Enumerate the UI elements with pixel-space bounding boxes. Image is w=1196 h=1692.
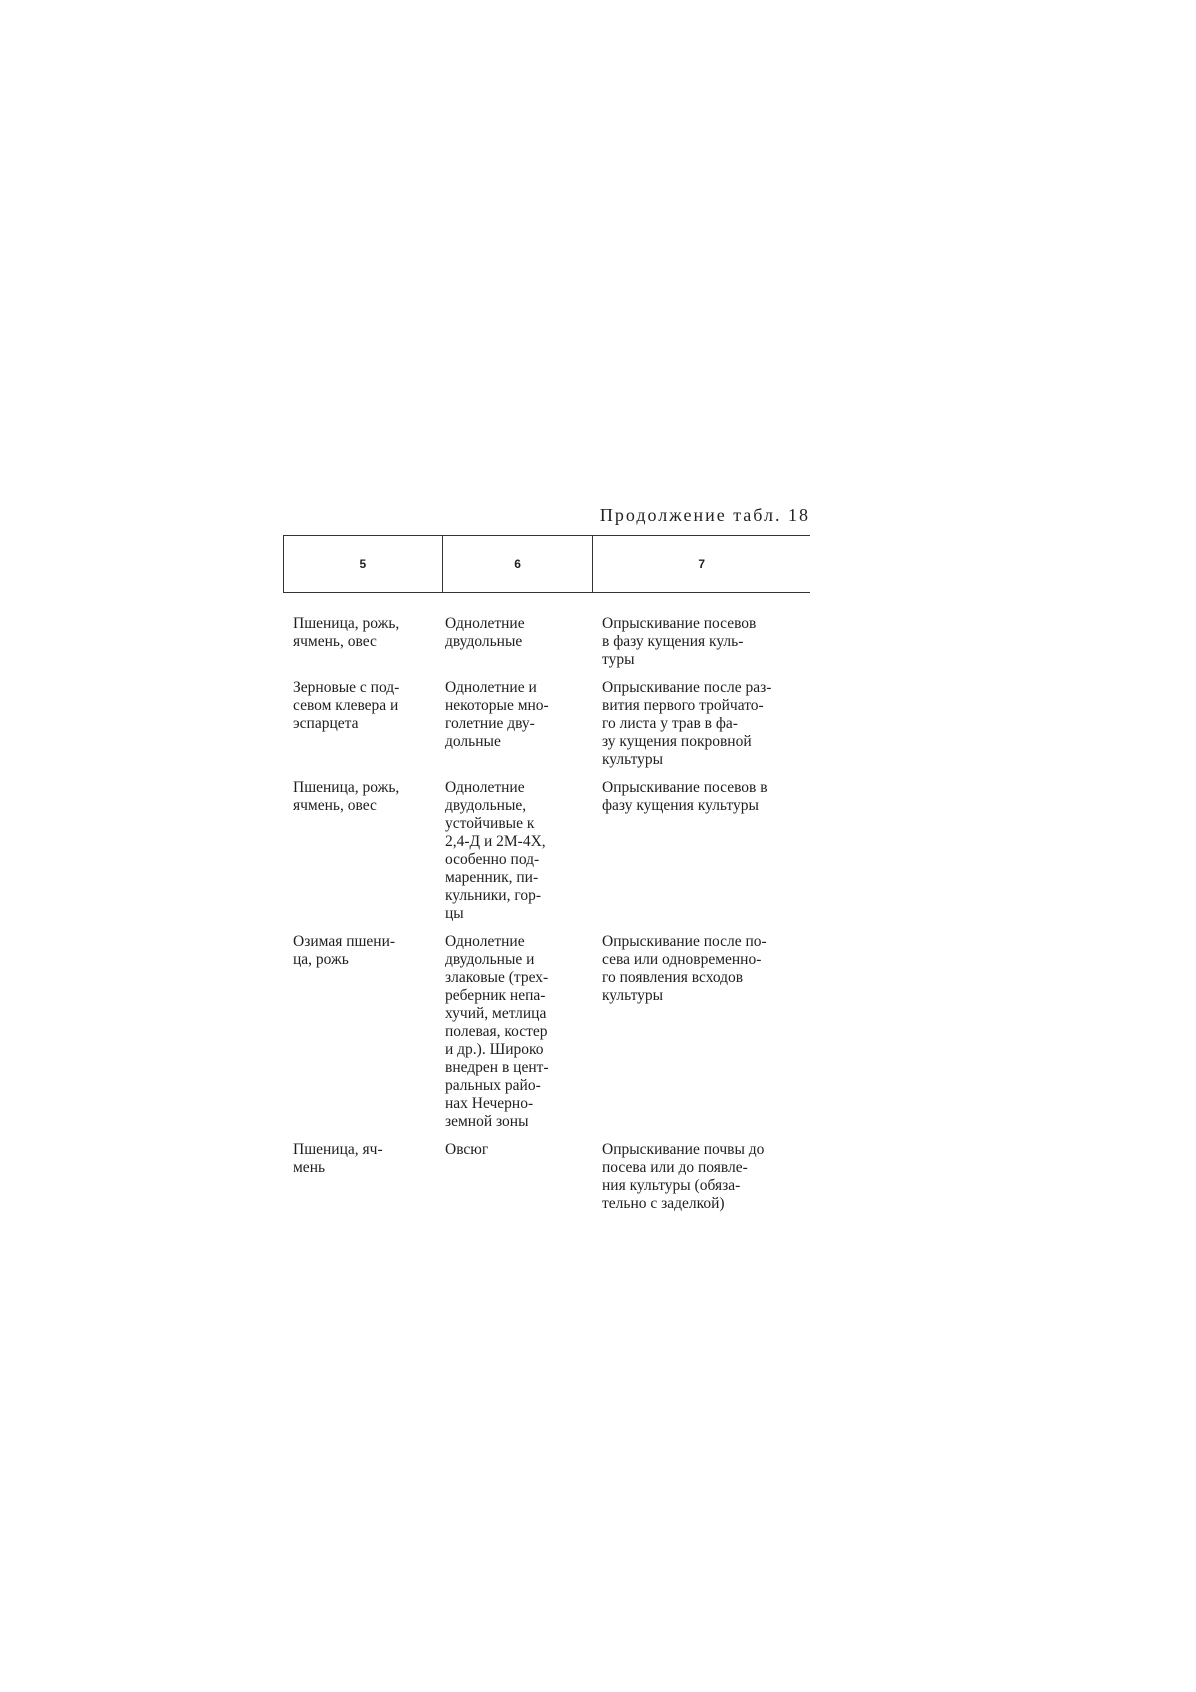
column-header-7: 7	[698, 557, 706, 571]
table-row	[283, 1141, 810, 1213]
method-cell: Опрыскивание посевов в фазу кущения культуры	[602, 779, 768, 814]
weeds-cell: Овсюг	[445, 1141, 489, 1158]
table-row	[283, 779, 810, 923]
table-continuation-caption: Продолжение табл. 18	[599, 505, 810, 525]
table-header-row	[283, 536, 810, 593]
table-body	[283, 615, 810, 1213]
method-cell: Опрыскивание после по- сева или одновременно- го появления всходов культуры	[602, 933, 767, 1004]
crop-cell: Пшеница, рожь, ячмень, овес	[293, 779, 400, 814]
crop-cell: Зерновые с под- севом клевера и эспарцета	[293, 679, 400, 732]
weeds-cell: Однолетние двудольные, устойчивые к 2,4-Д и 2М-4Х, особенно под- маренник, пи- кульники, гор- цы	[445, 779, 546, 922]
weeds-cell: Однолетние двудольные	[445, 615, 525, 650]
herbicide-table	[283, 535, 810, 1223]
table-row	[283, 933, 810, 1131]
crop-cell: Пшеница, рожь, ячмень, овес	[293, 615, 400, 650]
table-row	[283, 615, 810, 669]
method-cell: Опрыскивание посевов в фазу кущения куль- туры	[602, 615, 757, 668]
crop-cell: Озимая пшени- ца, рожь	[293, 933, 396, 968]
table-row	[283, 679, 810, 769]
method-cell: Опрыскивание после раз- вития первого тройчато- го листа у трав в фа- зу кущения покровной культуры	[602, 679, 772, 768]
method-cell: Опрыскивание почвы до посева или до появле- ния культуры (обяза- тельно с заделкой)	[602, 1141, 765, 1212]
weeds-cell: Однолетние и некоторые мно- голетние дву- дольные	[445, 679, 549, 750]
weeds-cell: Однолетние двудольные и злаковые (трех- реберник непа- хучий, метлица полевая, костер и др.). Широко внедрен в цент- ральных райо- нах Нечерно- земной зоны	[445, 933, 549, 1130]
column-header-6: 6	[443, 536, 594, 592]
column-header-5: 5	[283, 536, 443, 592]
crop-cell: Пшеница, яч- мень	[293, 1141, 383, 1176]
